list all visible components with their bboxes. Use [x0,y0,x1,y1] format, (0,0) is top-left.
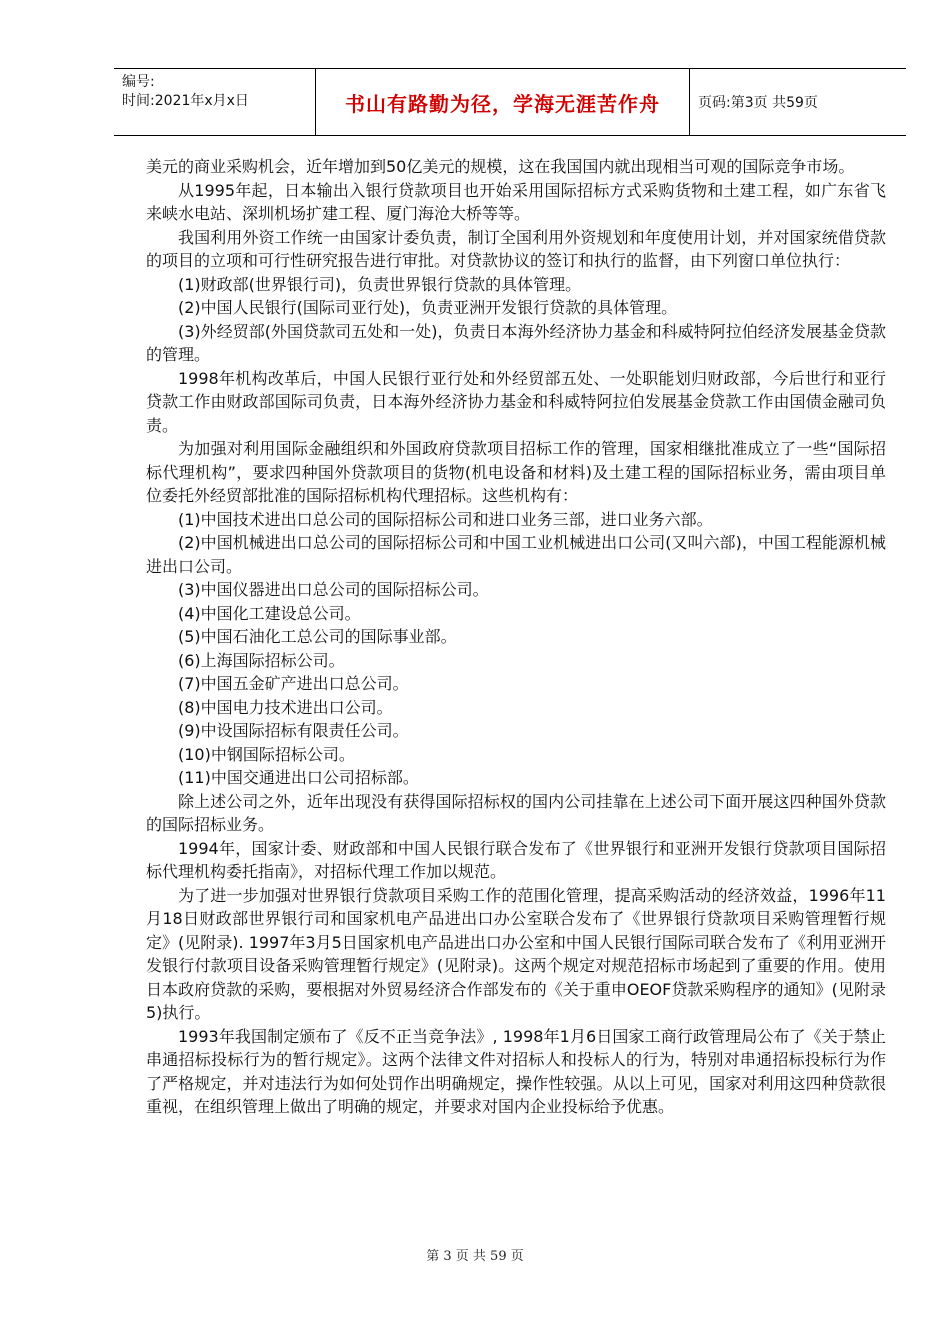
paragraph: 为加强对利用国际金融组织和外国政府贷款项目招标工作的管理，国家相继批准成立了一些“国际招标代理机构”，要求四种国外贷款项目的货物(机电设备和材料)及土建工程的国际招标业务，需由项目单位委托外经贸部批准的国际招标机构代理招标。这些机构有： [146,439,886,505]
paragraph: 从1995年起，日本输出入银行贷款项目也开始采用国际招标方式采购货物和土建工程，如广东省飞来峡水电站、深圳机场扩建工程、厦门海沧大桥等等。 [146,180,886,223]
paragraph: (11)中国交通进出口公司招标部。 [178,768,419,787]
paragraph: (5)中国石油化工总公司的国际事业部。 [178,627,457,646]
paragraph: (10)中钢国际招标公司。 [178,744,355,764]
document-number-label: 编号: [122,74,155,90]
paragraph: (6)上海国际招标公司。 [178,650,345,670]
paragraph: 除上述公司之外，近年出现没有获得国际招标权的国内公司挂靠在上述公司下面开展这四种国外贷款的国际招标业务。 [146,791,886,834]
document-date-label: 时间:2021年x月x日 [122,93,249,109]
paragraph: (7)中国五金矿产进出口总公司。 [178,674,409,693]
paragraph: (4)中国化工建设总公司。 [178,603,361,623]
paragraph: (1)财政部(世界银行司)，负责世界银行贷款的具体管理。 [178,274,582,294]
paragraph: 1994年，国家计委、财政部和中国人民银行联合发布了《世界银行和亚洲开发银行贷款项目国际招标代理机构委托指南》，对招标代理工作加以规范。 [146,838,886,881]
header-meta [114,69,316,135]
paragraph: 1993年我国制定颁布了《反不正当竞争法》, 1998年1月6日国家工商行政管理局公布了《关于禁止串通招标投标行为的暂行规定》。这两个法律文件对招标人和投标人的行为，特别对串通招标投标行为作了严格规定，并对违法行为如何处罚作出明确规定，操作性较强。从以上可见，国家对利用这四种贷款很重视，在组织管理上做出了明确的规定，并要求对国内企业投标给予优惠。 [146,1026,886,1116]
paragraph: 为了进一步加强对世界银行贷款项目采购工作的范围化管理，提高采购活动的经济效益，1996年11月18日财政部世界银行司和国家机电产品进出口办公室联合发布了《世界银行贷款项目采购管理暂行规定》(见附录). 1997年3月5日国家机电产品进出口办公室和中国人民银行国际司联合发布了《利用亚洲开发银行付款项目设备采购管理暂行规定》(见附录)。这两个规定对规范招标市场起到了重要的作用。使用日本政府贷款的采购，要根据对外贸易经济合作部发布的《关于重申OEOF贷款采购程序的通知》(见附录5)执行。 [146,885,886,1022]
header-motto: 书山有路勤为径，学海无涯苦作舟 [316,69,690,135]
paragraph: 美元的商业采购机会，近年增加到50亿美元的规模，这在我国国内就出现相当可观的国际竞争市场。 [146,157,855,176]
paragraph: (2)中国人民银行(国际司亚行处)，负责亚洲开发银行贷款的具体管理。 [178,298,678,317]
paragraph: 我国利用外资工作统一由国家计委负责，制订全国利用外资规划和年度使用计划，并对国家统借贷款的项目的立项和可行性研究报告进行审批。对贷款协议的签订和执行的监督，由下列窗口单位执行： [146,227,886,270]
paragraph: 1998年机构改革后，中国人民银行亚行处和外经贸部五处、一处职能划归财政部，今后世行和亚行贷款工作由财政部国际司负责，日本海外经济协力基金和科威特阿拉伯发展基金贷款工作由国债金融司负责。 [146,368,886,435]
paragraph: (3)中国仪器进出口总公司的国际招标公司。 [178,580,489,599]
paragraph: (8)中国电力技术进出口公司。 [178,697,393,717]
page-footer: 第 3 页 共 59 页 [426,1249,524,1264]
paragraph: (3)外经贸部(外国贷款司五处和一处)，负责日本海外经济协力基金和科威特阿拉伯经济发展基金贷款的管理。 [146,321,886,364]
paragraph: (2)中国机械进出口总公司的国际招标公司和中国工业机械进出口公司(又叫六部)，中国工程能源机械进出口公司。 [146,533,886,576]
paragraph: (1)中国技术进出口总公司的国际招标公司和进口业务三部，进口业务六部。 [178,509,713,529]
page-header [114,68,906,136]
document-body [146,155,886,1119]
header-page-label: 页码:第3页 共59页 [698,95,818,111]
paragraph: (9)中设国际招标有限责任公司。 [178,721,409,740]
